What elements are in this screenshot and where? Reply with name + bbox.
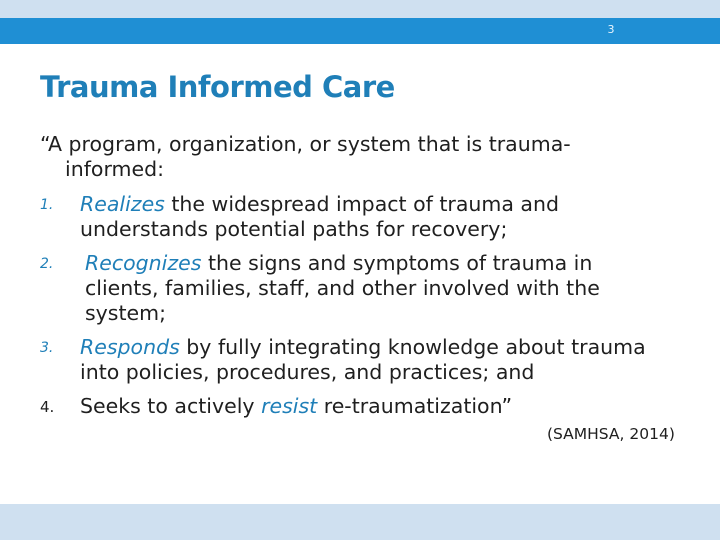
item-keyword-realizes: Realizes — [80, 192, 165, 216]
item-number-1: 1. — [40, 197, 54, 213]
item-3-line-1: by fully integrating knowledge about trauma — [179, 335, 646, 359]
item-4-suffix: re-traumatization” — [317, 394, 513, 418]
item-3-line-2: into policies, procedures, and practices; and — [80, 360, 535, 384]
item-text-2 — [85, 251, 705, 326]
bottom-band — [0, 504, 720, 540]
item-keyword-responds: Responds — [80, 335, 180, 359]
item-1-line-1: the widespread impact of trauma and — [164, 192, 559, 216]
item-4-prefix: Seeks to actively — [80, 394, 262, 418]
item-1-line-2: understands potential paths for recovery; — [80, 217, 508, 241]
item-text-3 — [80, 335, 700, 385]
item-2-line-2: clients, families, staff, and other involved with the — [85, 276, 600, 300]
item-text-1 — [80, 192, 700, 242]
item-number-4: 4. — [40, 398, 55, 416]
citation: (SAMHSA, 2014) — [547, 425, 675, 443]
slide-title: Trauma Informed Care — [40, 70, 395, 104]
item-keyword-resist: resist — [261, 394, 318, 418]
item-2-line-1: the signs and symptoms of trauma in — [201, 251, 593, 275]
item-keyword-recognizes: Recognizes — [85, 251, 202, 275]
intro-quote — [40, 132, 640, 182]
item-2-line-3: system; — [85, 301, 167, 325]
intro-line-2: informed: — [65, 157, 165, 181]
slide-number: 3 — [607, 23, 615, 36]
top-band — [0, 0, 720, 18]
item-text-4 — [80, 394, 700, 419]
item-number-3: 3. — [40, 340, 54, 356]
intro-line-1: “A program, organization, or system that is trauma- — [40, 132, 571, 156]
item-number-2: 2. — [40, 256, 54, 272]
